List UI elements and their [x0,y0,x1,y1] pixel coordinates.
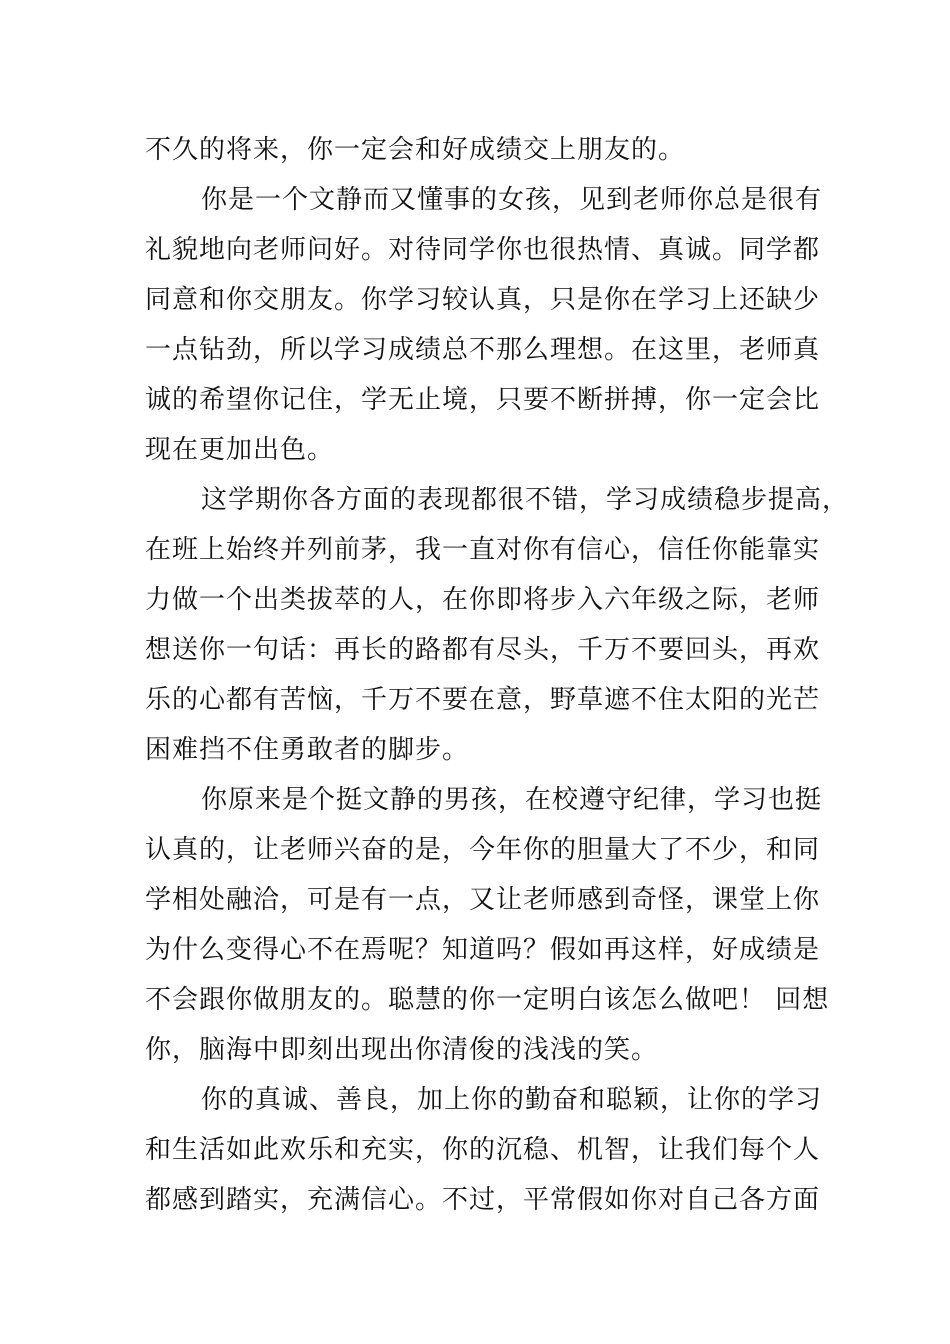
paragraph-first-line: 你原来是个挺文静的男孩，在校遵守纪律，学习也挺 [201,785,823,815]
text-line: 同意和你交朋友。你学习较认真，只是你在学习上还缺少 [145,285,821,315]
text-line: 诚的希望你记住，学无止境，只要不断拼搏，你一定会比 [145,385,821,415]
text-line: 一点钻劲，所以学习成绩总不那么理想。在这里，老师真 [145,335,821,365]
paragraph-first-line: 你的真诚、善良，加上你的勤奋和聪颖，让你的学习 [201,1085,823,1115]
text-line: 乐的心都有苦恼，千万不要在意，野草遮不住太阳的光芒 [145,685,821,715]
text-line: 困难挡不住勇敢者的脚步。 [145,735,470,765]
paragraph-first-line: 这学期你各方面的表现都很不错，学习成绩稳步提高， [201,485,850,515]
paragraph-first-line: 你是一个文静而又懂事的女孩，见到老师你总是很有 [201,185,823,215]
text-line: 现在更加出色。 [145,435,335,465]
text-line: 力做一个出类拔萃的人，在你即将步入六年级之际，老师 [145,585,821,615]
text-line: 学相处融洽，可是有一点，又让老师感到奇怪，课堂上你 [145,885,821,915]
text-line: 礼貌地向老师问好。对待同学你也很热情、真诚。同学都 [145,235,821,265]
text-line: 和生活如此欢乐和充实，你的沉稳、机智，让我们每个人 [145,1135,821,1165]
text-line: 你，脑海中即刻出现出你清俊的浅浅的笑。 [145,1035,659,1065]
text-line: 认真的，让老师兴奋的是，今年你的胆量大了不少，和同 [145,835,821,865]
text-line: 不会跟你做朋友的。聪慧的你一定明白该怎么做吧！ 回想 [145,985,830,1015]
text-line: 都感到踏实，充满信心。不过，平常假如你对自己各方面 [145,1185,821,1215]
text-line: 在班上始终并列前茅，我一直对你有信心，信任你能靠实 [145,535,821,565]
text-line: 为什么变得心不在焉呢？知道吗？假如再这样，好成绩是 [145,935,821,965]
text-line: 想送你一句话：再长的路都有尽头，千万不要回头，再欢 [145,635,821,665]
text-line: 不久的将来，你一定会和好成绩交上朋友的。 [145,135,686,165]
